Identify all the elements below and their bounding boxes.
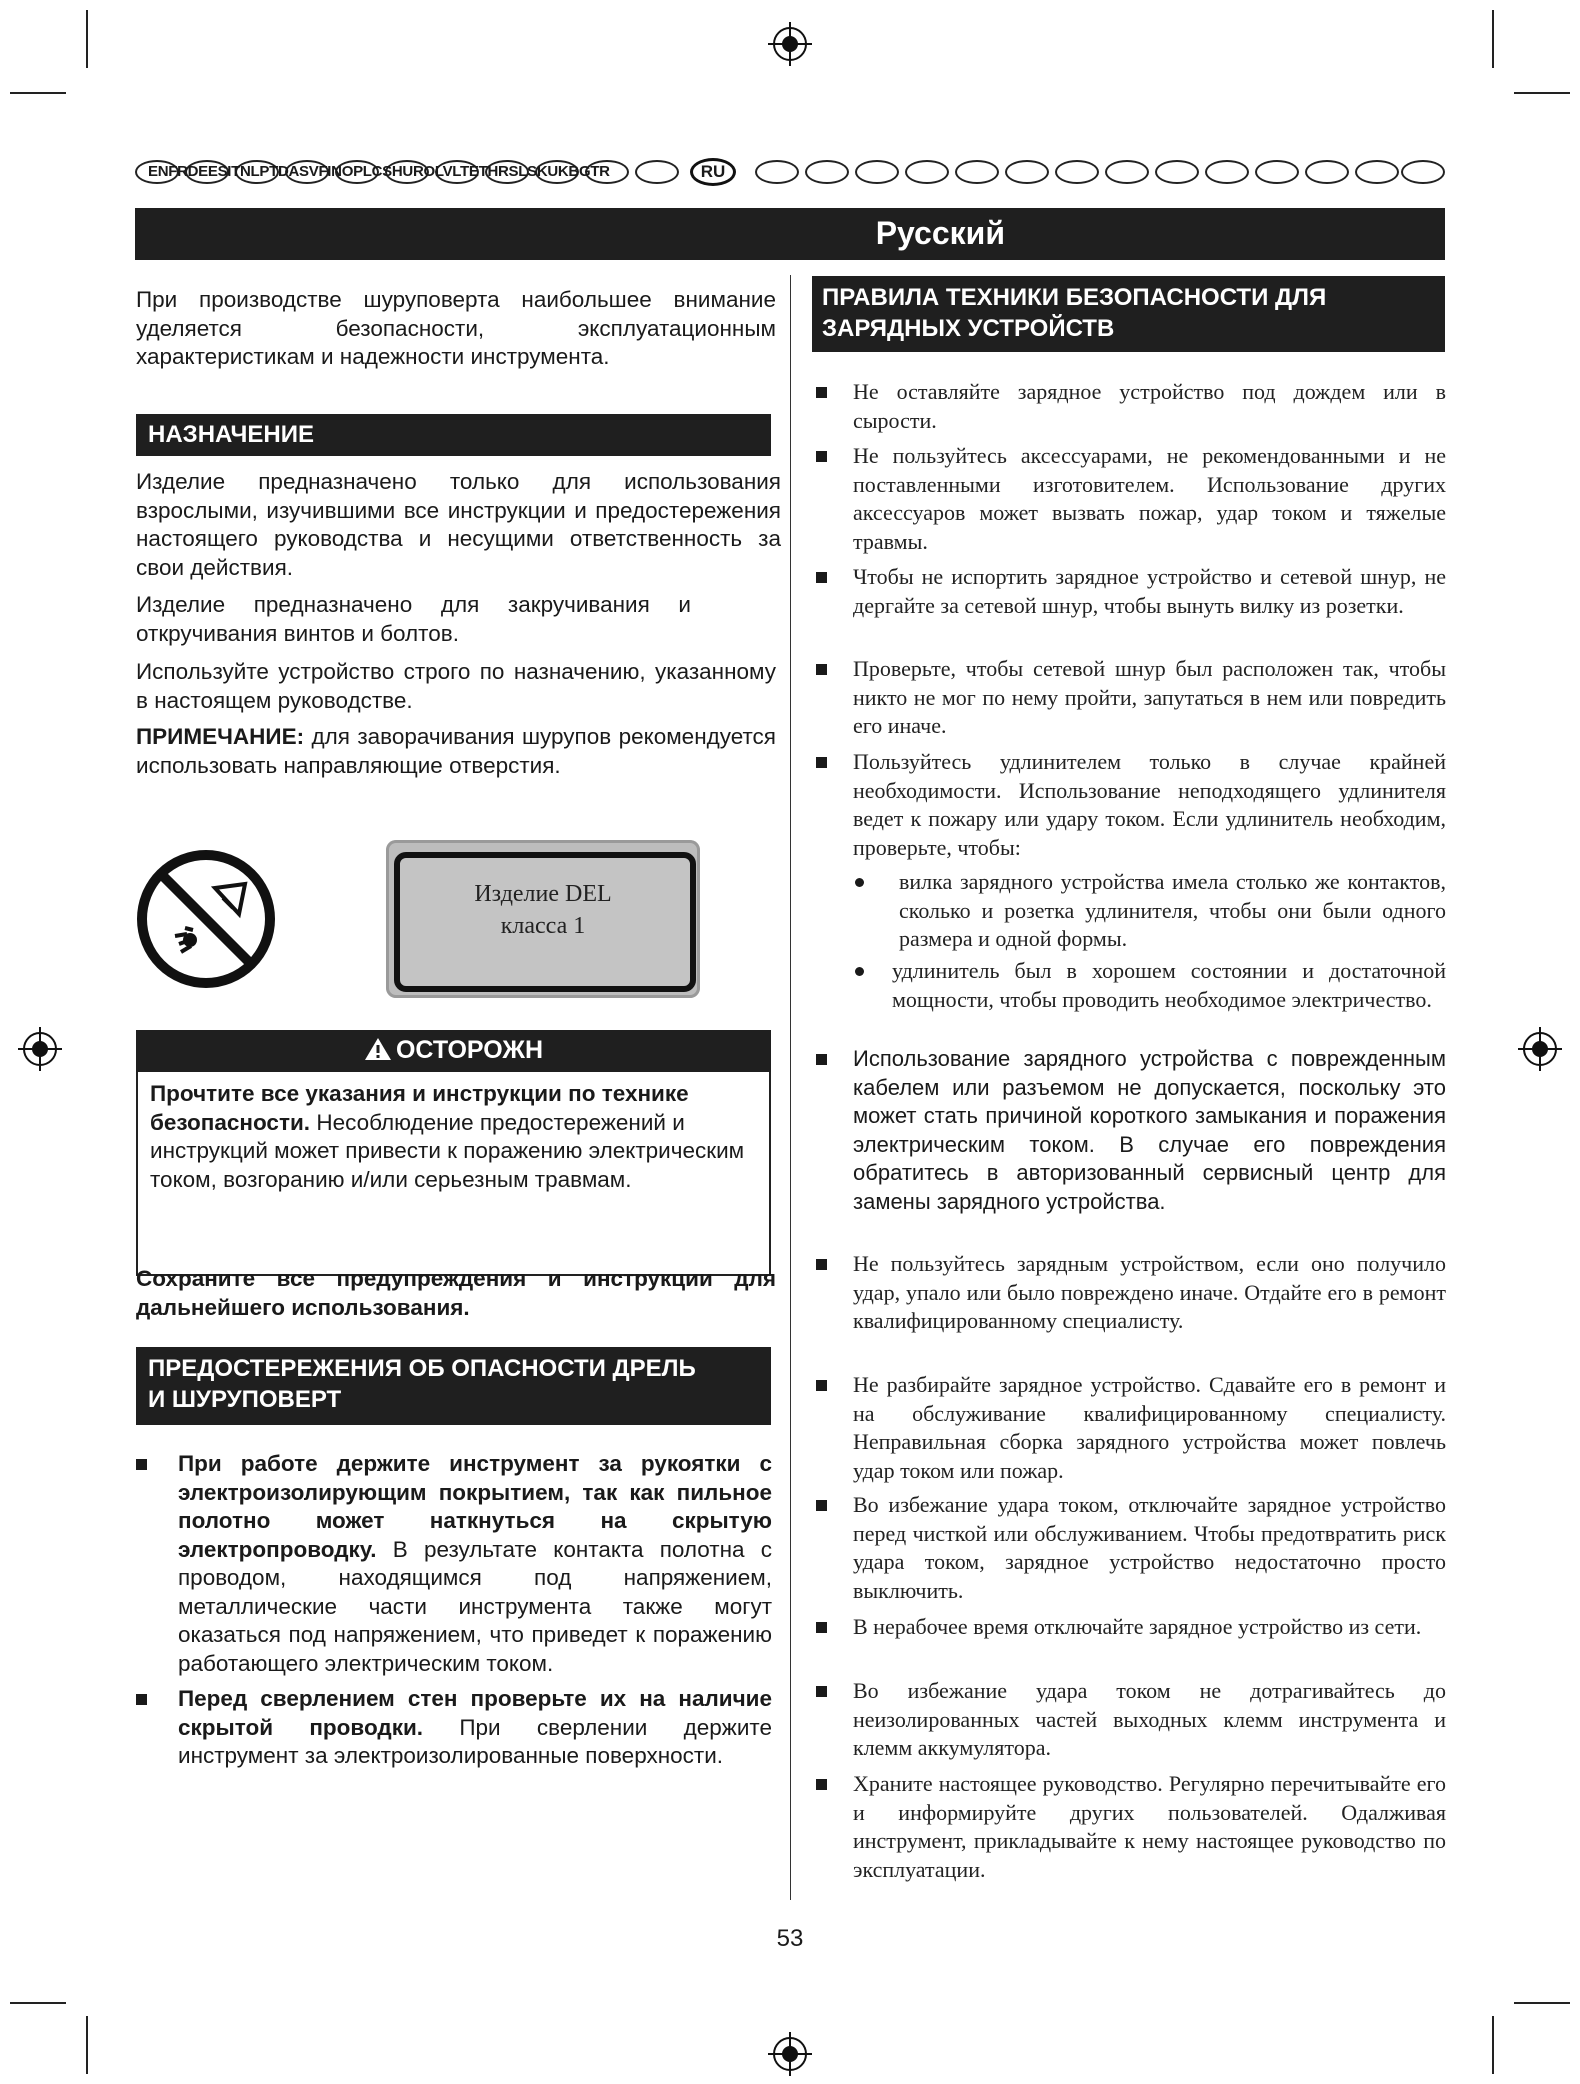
drill-bullet-2: Перед сверлением стен проверьте их на наличие скрытой проводки. При сверлении держите инструмент за электроизолированные поверхности. (136, 1685, 772, 1805)
charger-bullet-10: В нерабочее время отключайте зарядное устройство из сети. (816, 1613, 1446, 1671)
charger-bullet-5: Пользуйтесь удлинителем только в случае крайней необходимости. Использование неподходящего удлинителя ведет к пожару или удару током. Если удлинитель необходим, проверьте, чтобы: (816, 748, 1446, 864)
charger-bullet-2: Не пользуйтесь аксессуарами, не рекомендованными и не поставленными изготовителем. Использование других аксессуаров может вызвать пожар, удар током и тяжелые травмы. (816, 442, 1446, 558)
purpose-heading: НАЗНАЧЕНИЕ (136, 414, 771, 456)
registration-mark-icon (1518, 1027, 1562, 1071)
intro-paragraph: При производстве шуруповерта наибольшее внимание уделяется безопасности, эксплуатационным характеристикам и надежности инструмента. (136, 287, 776, 369)
charger-bullet-6: Использование зарядного устройства с поврежденным кабелем или разъемом не допускается, поскольку это может стать причиной короткого замыкания и поражения электрическим током. В случае его повреждения обратитесь в авторизованный сервисный центр для замены зарядного устройства. (816, 1045, 1446, 1245)
charger-bullet-1: Не оставляйте зарядное устройство под дождем или в сырости. (816, 378, 1446, 436)
charger-bullet-3: Чтобы не испортить зарядное устройство и сетевой шнур, не дергайте за сетевой шнур, чтобы вынуть вилку из розетки. (816, 563, 1446, 651)
purpose-paragraph-3: Используйте устройство строго по назначению, указанному в настоящем руководстве. (136, 659, 776, 713)
save-instructions: Сохраните все предупреждения и инструкции для дальнейшего использования. (136, 1266, 776, 1320)
page-title-bar (135, 208, 1445, 260)
registration-mark-icon (768, 2032, 812, 2076)
purpose-paragraph-1: Изделие предназначено только для использования взрослыми, изучившими все инструкции и предостережения настоящего руководства и несущими ответственность за свои действия. (136, 469, 781, 580)
note-text: для заворачивания шурупов рекомендуется использовать направляющие отверстия. (136, 724, 776, 778)
drill-heading: ПРЕДОСТЕРЕЖЕНИЯ ОБ ОПАСНОСТИ ДРЕЛЬ И ШУРУПОВЕРТ (136, 1347, 771, 1425)
bullet-square-icon (136, 1694, 147, 1705)
warning-bold: Прочтите все указания и инструкции по технике безопасности. (150, 1081, 689, 1135)
drill-bullet-1: При работе держите инструмент за рукоятки с электроизолирующим покрытием, так как пильное полотно может наткнуться на скрытую электропроводку. В результате контакта полотна с проводом, находящимся под напряжением, металлические части инструмента также могут оказаться под напряжением, что приведет к поражению работающего электрическим током. (136, 1450, 772, 1675)
led-class-label (386, 840, 700, 998)
charger-safety-heading: ПРАВИЛА ТЕХНИКИ БЕЗОПАСНОСТИ ДЛЯ ЗАРЯДНЫХ УСТРОЙСТВ (812, 276, 1445, 352)
warning-text: Прочтите все указания и инструкции по технике безопасности. Несоблюдение предостережений и инструкций может привести к поражению электрическим током, возгоранию и/или серьезным травмам. (150, 1081, 745, 1192)
registration-mark-icon (18, 1027, 62, 1071)
purpose-paragraph-2: Изделие предназначено для закручивания и откручивания винтов и болтов. (136, 592, 691, 646)
warning-heading: ОСТОРОЖН (136, 1030, 771, 1072)
no-laser-symbol-icon (135, 848, 277, 990)
column-divider (790, 275, 791, 1900)
registration-mark-icon (768, 22, 812, 66)
charger-sub-bullet-1: вилка зарядного устройства имела столько же контактов, сколько и розетка удлинителя, чтобы они были одного размера и одной формы. (855, 868, 1446, 954)
charger-bullet-12: Храните настоящее руководство. Регулярно перечитывайте его и информируйте других пользователей. Одалживая инструмент, прикладывайте к нему настоящее руководство по эксплуатации. (816, 1770, 1446, 1886)
note-paragraph (136, 723, 776, 780)
charger-bullet-9: Во избежание удара током, отключайте зарядное устройство перед чисткой или обслуживанием. Чтобы предотвратить риск удара током, зарядное устройство недостаточно просто выключить. (816, 1491, 1446, 1607)
charger-bullet-7: Не пользуйтесь зарядным устройством, если оно получило удар, упало или было повреждено иначе. Отдайте его в ремонт квалифицированному специалисту. (816, 1250, 1446, 1366)
page-title: Русский (875, 215, 1005, 251)
charger-sub-bullet-2: удлинитель был в хорошем состоянии и достаточной мощности, чтобы проводить необходимое электричество. (855, 957, 1446, 1043)
led-label-line-1: Изделие DEL (474, 881, 612, 907)
warning-triangle-icon (364, 1037, 392, 1061)
led-label-line-2: класса 1 (500, 913, 586, 939)
warning-box (136, 1030, 771, 1276)
note-label: ПРИМЕЧАНИЕ: (136, 724, 305, 749)
language-tab-active[interactable]: RU (690, 158, 736, 186)
charger-bullet-8: Не разбирайте зарядное устройство. Сдавайте его в ремонт и на обслуживание квалифицированному специалисту. Неправильная сборка зарядного устройства может повлечь удар током или пожар. (816, 1371, 1446, 1487)
bullet-square-icon (136, 1459, 147, 1470)
charger-bullet-11: Во избежание удара током не дотрагивайтесь до неизолированных частей выходных клемм инструмента и клемм аккумулятора. (816, 1677, 1446, 1765)
language-codes: ENFRDEESITNLPTDASVFINOPLCSHUROLVLTETHRSLSKUKBGTR (148, 163, 610, 180)
charger-bullet-4: Проверьте, чтобы сетевой шнур был расположен так, чтобы никто не мог по нему пройти, запутаться в нем или повредить его иначе. (816, 655, 1446, 743)
page-number: 53 (776, 1925, 804, 1952)
